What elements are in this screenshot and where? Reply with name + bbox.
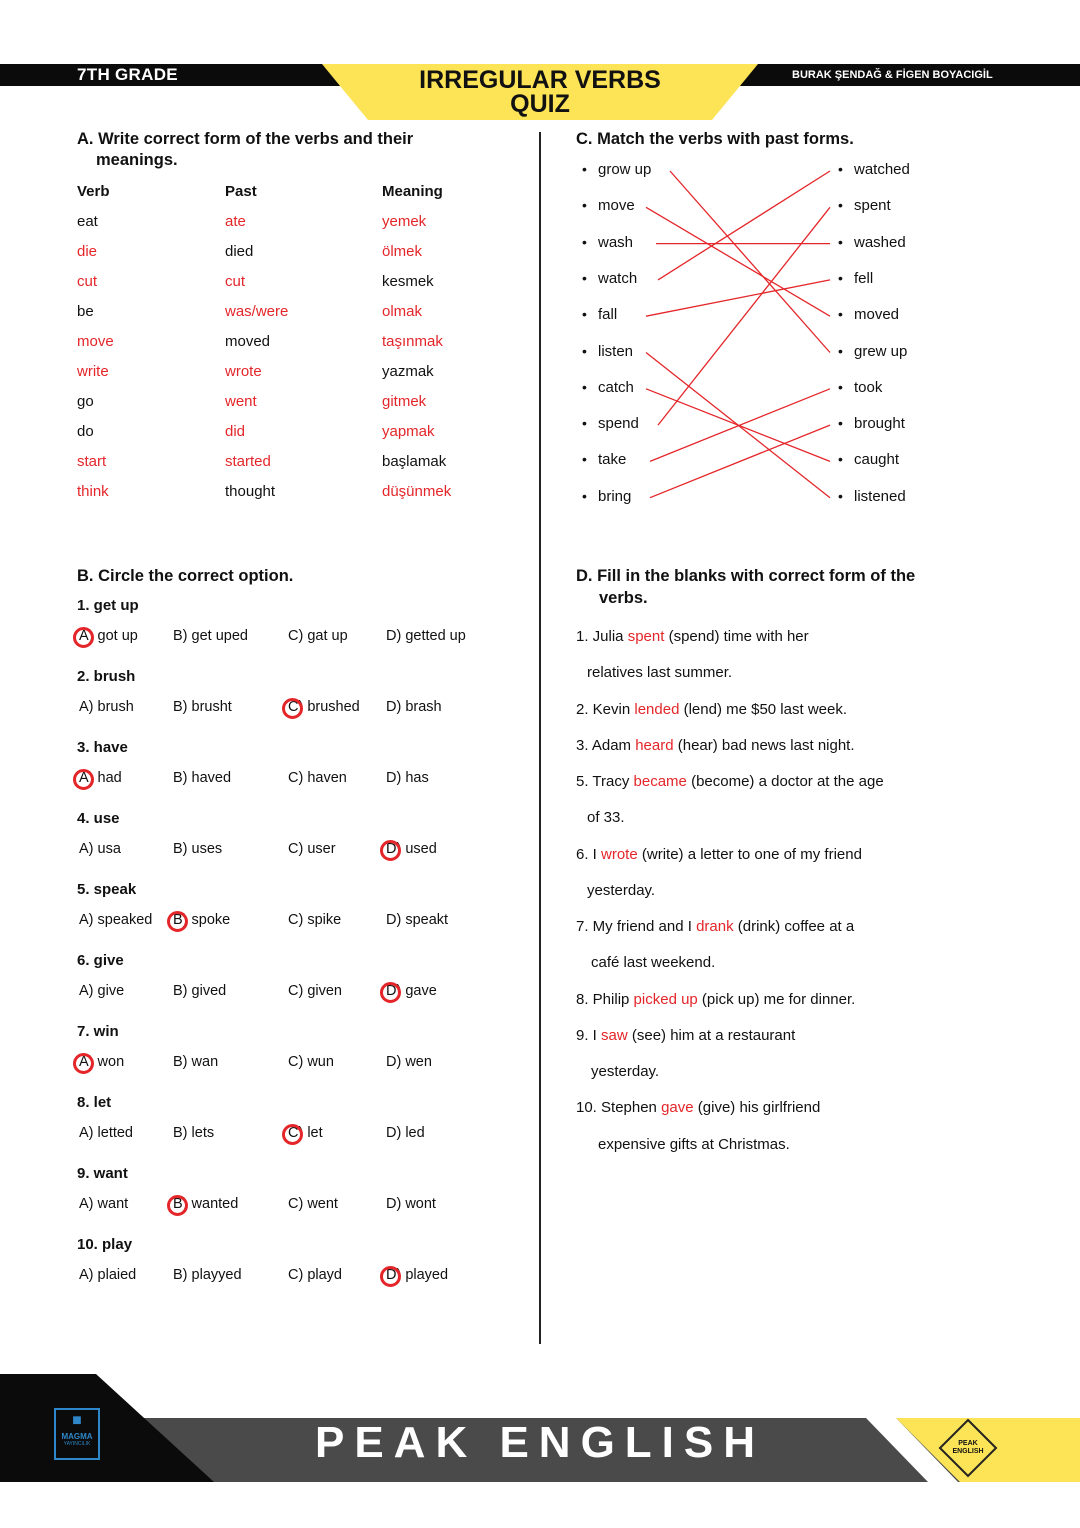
meaning-cell: yemek — [382, 213, 427, 230]
answer-circle — [167, 911, 188, 932]
section-d-title: D. Fill in the blanks with correct form of the — [576, 567, 916, 585]
answer-option[interactable]: A) won — [79, 1054, 125, 1070]
right-past-form: • moved — [838, 306, 899, 323]
section-a-title: A. Write correct form of the verbs and their — [77, 130, 414, 148]
match-line — [646, 280, 830, 316]
col-header-past: Past — [225, 183, 257, 200]
answer-option[interactable]: B) haved — [173, 770, 232, 786]
answer-option[interactable]: D) wont — [386, 1196, 436, 1212]
line-text: (hear) bad news last night. — [673, 737, 855, 754]
answer-option[interactable]: C) wun — [288, 1054, 334, 1070]
filled-answer: gave — [661, 1099, 694, 1116]
question-label: 5. speak — [77, 881, 137, 898]
answer-option[interactable]: B) playyed — [173, 1267, 242, 1283]
left-verb: • fall — [582, 306, 617, 323]
question-label: 1. get up — [77, 597, 139, 614]
fill-line — [598, 1136, 790, 1153]
col-header-verb: Verb — [77, 183, 110, 200]
filled-answer: spent — [627, 628, 665, 645]
answer-circle — [380, 840, 401, 861]
answer-option[interactable]: C) gat up — [288, 628, 348, 644]
filled-answer: heard — [635, 737, 674, 754]
answer-option[interactable]: C) brushed — [288, 699, 360, 715]
line-text: expensive gifts at Christmas. — [598, 1136, 790, 1153]
col-header-meaning: Meaning — [382, 183, 443, 200]
answer-option[interactable]: B) gived — [173, 983, 227, 999]
answer-option[interactable]: D) has — [386, 770, 429, 786]
match-lines — [0, 0, 1080, 560]
answer-option[interactable]: D) led — [386, 1125, 425, 1141]
answer-option[interactable]: A) got up — [79, 628, 138, 644]
filled-answer: became — [633, 773, 687, 790]
fill-line — [576, 846, 862, 863]
line-text: 3. Adam — [576, 737, 636, 754]
past-cell: thought — [225, 483, 276, 500]
line-text: 9. I — [576, 1027, 602, 1044]
line-text: (see) him at a restaurant — [627, 1027, 796, 1044]
authors: BURAK ŞENDAĞ & FİGEN BOYACIGİL — [792, 69, 993, 81]
meaning-cell: yapmak — [382, 423, 435, 440]
publisher-name: MAGMA — [61, 1432, 93, 1441]
answer-option[interactable]: D) getted up — [386, 628, 466, 644]
answer-option[interactable]: A) usa — [79, 841, 121, 857]
question-label: 9. want — [77, 1165, 128, 1182]
line-text: 2. Kevin — [576, 701, 635, 718]
meaning-cell: yazmak — [382, 363, 434, 380]
section-b-title: B. Circle the correct option. — [77, 567, 294, 585]
answer-circle — [167, 1195, 188, 1216]
past-cell: started — [225, 453, 271, 470]
badge-line2: ENGLISH — [952, 1448, 984, 1455]
left-verb: • bring — [582, 488, 631, 505]
line-text: (become) a doctor at the age — [686, 773, 884, 790]
line-text: (spend) time with her — [664, 628, 809, 645]
verb-cell: do — [77, 423, 94, 440]
line-text: 1. Julia — [576, 628, 628, 645]
match-line — [646, 207, 830, 316]
answer-option[interactable]: D) brash — [386, 699, 442, 715]
line-text: yesterday. — [587, 882, 656, 899]
meaning-cell: gitmek — [382, 393, 427, 410]
question-label: 3. have — [77, 739, 128, 756]
line-text: 5. Tracy — [576, 773, 634, 790]
answer-option[interactable]: D) played — [386, 1267, 449, 1283]
question-label: 10. play — [77, 1236, 133, 1253]
meaning-cell: başlamak — [382, 453, 447, 470]
answer-option[interactable]: B) lets — [173, 1125, 215, 1141]
line-text: 8. Philip — [576, 991, 634, 1008]
answer-option[interactable]: D) wen — [386, 1054, 432, 1070]
fill-line — [576, 628, 809, 645]
meaning-cell: ölmek — [382, 243, 423, 260]
answer-option[interactable]: D) used — [386, 841, 437, 857]
brand-name: PEAK ENGLISH — [314, 1418, 766, 1467]
past-cell: ate — [225, 213, 246, 230]
answer-circle — [282, 1124, 303, 1145]
verb-cell: be — [77, 303, 94, 320]
past-cell: wrote — [225, 363, 262, 380]
fill-line — [576, 773, 884, 790]
answer-option[interactable]: B) get uped — [173, 628, 248, 644]
filled-answer: lended — [634, 701, 680, 718]
verb-cell: write — [77, 363, 109, 380]
right-past-form: • grew up — [838, 343, 907, 360]
line-text: relatives last summer. — [587, 664, 733, 681]
answer-option[interactable]: C) spike — [288, 912, 342, 928]
page-title: IRREGULAR VERBS — [419, 66, 661, 94]
question-label: 6. give — [77, 952, 124, 969]
fill-line — [576, 991, 855, 1008]
answer-option[interactable]: B) brusht — [173, 699, 232, 715]
left-verb: • wash — [582, 234, 633, 251]
past-cell: moved — [225, 333, 271, 350]
line-text: (give) his girlfriend — [693, 1099, 821, 1116]
answer-option[interactable]: A) speaked — [79, 912, 153, 928]
line-text: of 33. — [587, 809, 625, 826]
answer-option[interactable]: A) give — [79, 983, 125, 999]
answer-circle — [73, 1053, 94, 1074]
fill-line — [591, 954, 715, 971]
right-past-form: • washed — [838, 234, 906, 251]
fill-line — [576, 1027, 795, 1044]
right-past-form: • brought — [838, 415, 905, 432]
line-text: (lend) me $50 last week. — [679, 701, 847, 718]
left-verb: • take — [582, 451, 626, 468]
fill-line — [587, 664, 732, 681]
past-cell: went — [225, 393, 257, 410]
match-line — [658, 207, 830, 425]
right-past-form: • watched — [838, 161, 910, 178]
question-label: 8. let — [77, 1094, 112, 1111]
verb-cell: go — [77, 393, 94, 410]
right-past-form: • listened — [838, 488, 906, 505]
question-label: 2. brush — [77, 668, 136, 685]
question-label: 4. use — [77, 810, 120, 827]
filled-answer: picked up — [633, 991, 698, 1008]
line-text: 10. Stephen — [576, 1099, 662, 1116]
verb-cell: cut — [77, 273, 98, 290]
answer-option[interactable]: B) uses — [173, 841, 223, 857]
left-verb: • move — [582, 197, 635, 214]
line-text: café last weekend. — [591, 954, 716, 971]
page-subtitle: QUIZ — [510, 90, 570, 118]
badge-line1: PEAK — [958, 1440, 978, 1447]
answer-circle — [380, 982, 401, 1003]
right-past-form: • took — [838, 379, 882, 396]
meaning-cell: taşınmak — [382, 333, 443, 350]
answer-option[interactable]: C) given — [288, 983, 342, 999]
answer-circle — [282, 698, 303, 719]
verb-cell: move — [77, 333, 114, 350]
match-line — [650, 425, 830, 498]
line-text: 7. My friend and I — [576, 918, 697, 935]
line-text: yesterday. — [591, 1063, 660, 1080]
answer-option[interactable]: C) let — [288, 1125, 323, 1141]
section-c-title: C. Match the verbs with past forms. — [576, 130, 854, 148]
meaning-cell: olmak — [382, 303, 423, 320]
answer-option[interactable]: C) playd — [288, 1267, 342, 1283]
section-d-title-cont: verbs. — [599, 589, 648, 607]
filled-answer: drank — [696, 918, 734, 935]
verb-cell: eat — [77, 213, 98, 230]
right-past-form: • caught — [838, 451, 899, 468]
fill-line — [576, 1099, 820, 1116]
meaning-cell: kesmek — [382, 273, 434, 290]
book-icon: ■ — [72, 1412, 82, 1429]
left-verb: • spend — [582, 415, 639, 432]
answer-option[interactable]: B) spoke — [173, 912, 231, 928]
left-verb: • watch — [582, 270, 637, 287]
match-line — [670, 171, 830, 353]
line-text: (drink) coffee at a — [733, 918, 855, 935]
line-text: (write) a letter to one of my friend — [637, 846, 862, 863]
answer-option[interactable]: B) wanted — [173, 1196, 239, 1212]
past-cell: cut — [225, 273, 246, 290]
verb-cell: think — [77, 483, 109, 500]
answer-option[interactable]: A) letted — [79, 1125, 133, 1141]
right-past-form: • spent — [838, 197, 891, 214]
meaning-cell: düşünmek — [382, 483, 452, 500]
answer-option[interactable]: A) want — [79, 1196, 129, 1212]
peak-english-badge — [938, 1418, 998, 1478]
fill-line — [591, 1063, 659, 1080]
past-cell: did — [225, 423, 246, 440]
line-text: (pick up) me for dinner. — [697, 991, 856, 1008]
answer-circle — [73, 627, 94, 648]
answer-option[interactable]: D) speakt — [386, 912, 449, 928]
answer-option[interactable]: A) brush — [79, 699, 134, 715]
right-past-form: • fell — [838, 270, 873, 287]
past-cell: died — [225, 243, 254, 260]
answer-option[interactable]: C) haven — [288, 770, 347, 786]
question-label: 7. win — [77, 1023, 119, 1040]
left-verb: • grow up — [582, 161, 651, 178]
answer-option[interactable]: C) went — [288, 1196, 338, 1212]
answer-circle — [73, 769, 94, 790]
answer-option[interactable]: A) plaied — [79, 1267, 137, 1283]
fill-line — [587, 882, 655, 899]
fill-line — [587, 809, 625, 826]
past-cell: was/were — [225, 303, 289, 320]
filled-answer: wrote — [601, 846, 638, 863]
fill-line — [576, 737, 855, 754]
filled-answer: saw — [601, 1027, 628, 1044]
left-verb: • listen — [582, 343, 633, 360]
line-text: 6. I — [576, 846, 602, 863]
left-verb: • catch — [582, 379, 634, 396]
fill-line — [576, 918, 854, 935]
verb-cell: start — [77, 453, 107, 470]
answer-option[interactable]: D) gave — [386, 983, 437, 999]
answer-option[interactable]: A) had — [79, 770, 122, 786]
answer-option[interactable]: B) wan — [173, 1054, 219, 1070]
answer-circle — [380, 1266, 401, 1287]
grade-label: 7TH GRADE — [77, 65, 178, 84]
verb-cell: die — [77, 243, 98, 260]
fill-line — [576, 701, 847, 718]
section-a-title-cont: meanings. — [96, 151, 178, 169]
publisher-sub: YAYINCILIK — [63, 1441, 91, 1447]
answer-option[interactable]: C) user — [288, 841, 336, 857]
